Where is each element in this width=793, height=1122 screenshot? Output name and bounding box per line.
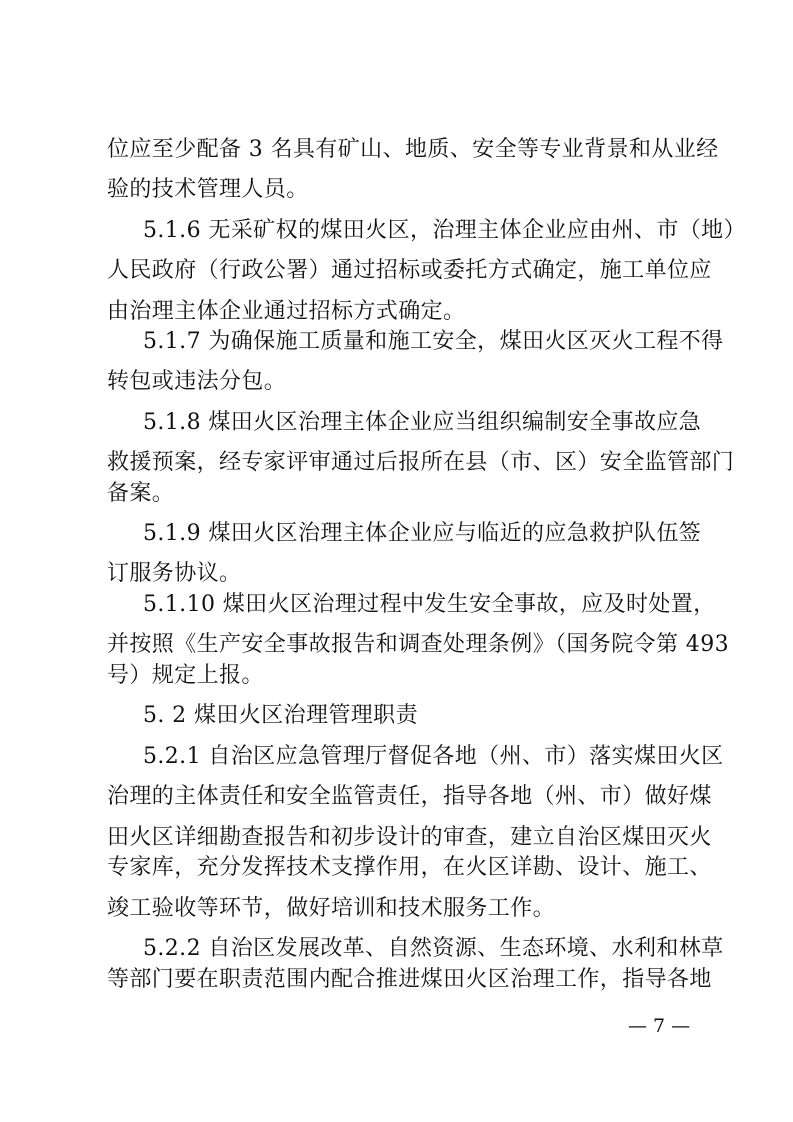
page-number: — 7 — bbox=[628, 1015, 691, 1037]
text-line-2: 验的技术管理人员。 bbox=[107, 177, 309, 202]
text-line-15: 号）规定上报。 bbox=[107, 663, 264, 688]
text-line-12: 订服务协议。 bbox=[107, 561, 242, 586]
clause-5-1-9: 5.1.9 煤田火区治理主体企业应与临近的应急救护队伍签 bbox=[143, 521, 702, 546]
section-heading-5-2: 5. 2 煤田火区治理管理职责 bbox=[143, 703, 418, 728]
text-line-23: 等部门要在职责范围内配合推进煤田火区治理工作，指导各地 bbox=[107, 967, 712, 992]
clause-5-1-10: 5.1.10 煤田火区治理过程中发生安全事故，应及时处置， bbox=[143, 592, 716, 617]
text-line-9: 救援预案，经专家评审通过后报所在县（市、区）安全监管部门 bbox=[107, 450, 735, 475]
clause-5-2-1: 5.2.1 自治区应急管理厅督促各地（州、市）落实煤田火区 bbox=[143, 744, 724, 769]
text-line-5: 由治理主体企业通过招标方式确定。 bbox=[107, 299, 466, 324]
text-line-20: 专家库，充分发挥技术支撑作用，在火区详勘、设计、施工、 bbox=[107, 855, 712, 880]
text-line-7: 转包或违法分包。 bbox=[107, 369, 287, 394]
text-line-18: 治理的主体责任和安全监管责任，指导各地（州、市）做好煤 bbox=[107, 784, 712, 809]
text-line-10: 备案。 bbox=[107, 481, 175, 506]
text-line-19: 田火区详细勘查报告和初步设计的审查，建立自治区煤田灭火 bbox=[107, 825, 712, 850]
clause-5-1-6: 5.1.6 无采矿权的煤田火区，治理主体企业应由州、市（地） bbox=[143, 218, 746, 243]
clause-5-1-7: 5.1.7 为确保施工质量和施工安全，煤田火区灭火工程不得 bbox=[143, 329, 724, 354]
clause-5-1-8: 5.1.8 煤田火区治理主体企业应当组织编制安全事故应急 bbox=[143, 410, 702, 435]
text-line-21: 竣工验收等环节，做好培训和技术服务工作。 bbox=[107, 896, 556, 921]
text-line-1: 位应至少配备 3 名具有矿山、地质、安全等专业背景和从业经 bbox=[107, 137, 719, 162]
text-line-4: 人民政府（行政公署）通过招标或委托方式确定，施工单位应 bbox=[107, 258, 712, 283]
text-line-14: 并按照《生产安全事故报告和调查处理条例》（国务院令第 493 bbox=[107, 632, 729, 657]
clause-5-2-2: 5.2.2 自治区发展改革、自然资源、生态环境、水利和林草 bbox=[143, 936, 724, 961]
